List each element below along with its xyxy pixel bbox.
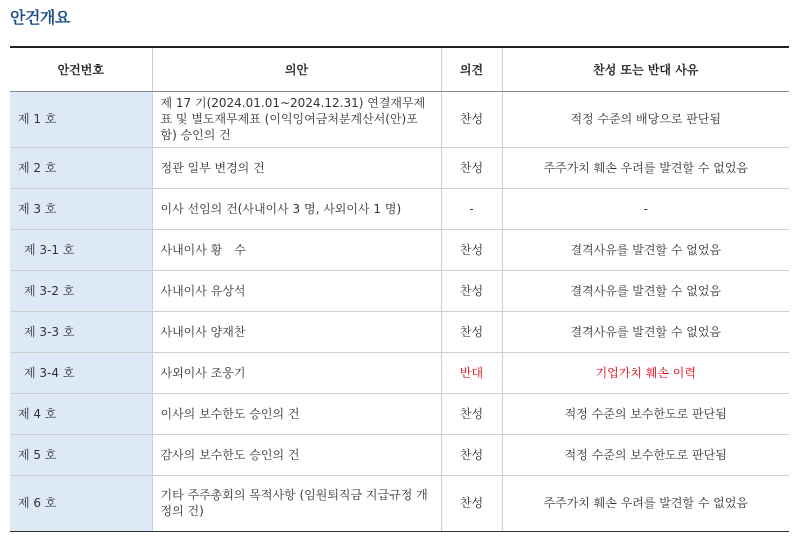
reason-against: 기업가치 훼손 이력	[502, 352, 789, 393]
reason: 결격사유를 발견할 수 없었음	[502, 229, 789, 270]
opinion: -	[441, 188, 502, 229]
agenda-number: 제 1 호	[10, 91, 152, 147]
opinion: 찬성	[441, 91, 502, 147]
agenda-number: 제 3-3 호	[10, 311, 152, 352]
table-row	[10, 188, 789, 229]
agenda-title: 이사 선임의 건(사내이사 3 명, 사외이사 1 명)	[152, 188, 441, 229]
opinion-against: 반대	[441, 352, 502, 393]
table-row	[10, 91, 789, 147]
opinion: 찬성	[441, 311, 502, 352]
reason: 적정 수준의 보수한도로 판단됨	[502, 393, 789, 434]
agenda-title: 사외이사 조웅기	[152, 352, 441, 393]
agenda-title: 사내이사 유상석	[152, 270, 441, 311]
reason: 적정 수준의 보수한도로 판단됨	[502, 434, 789, 475]
table-row	[10, 434, 789, 475]
agenda-number: 제 3-1 호	[10, 229, 152, 270]
header-reason: 찬성 또는 반대 사유	[502, 47, 789, 91]
agenda-table	[10, 46, 789, 532]
opinion: 찬성	[441, 434, 502, 475]
table-row	[10, 147, 789, 188]
agenda-number: 제 3 호	[10, 188, 152, 229]
opinion: 찬성	[441, 393, 502, 434]
table-row	[10, 393, 789, 434]
section-title: 안건개요	[10, 8, 70, 27]
agenda-number: 제 4 호	[10, 393, 152, 434]
table-row	[10, 475, 789, 531]
agenda-title: 정관 일부 변경의 건	[152, 147, 441, 188]
agenda-title: 제 17 기(2024.01.01~2024.12.31) 연결재무제표 및 별도재무제표 (이익잉여금처분계산서(안)포함) 승인의 건	[152, 91, 441, 147]
table-row	[10, 270, 789, 311]
reason: -	[502, 188, 789, 229]
opinion: 찬성	[441, 147, 502, 188]
agenda-number: 제 2 호	[10, 147, 152, 188]
opinion: 찬성	[441, 270, 502, 311]
agenda-title: 기타 주주총회의 목적사항 (임원퇴직금 지급규정 개정의 건)	[152, 475, 441, 531]
reason: 결격사유를 발견할 수 없었음	[502, 311, 789, 352]
agenda-number: 제 3-2 호	[10, 270, 152, 311]
table-header-row	[10, 47, 789, 91]
agenda-title: 이사의 보수한도 승인의 건	[152, 393, 441, 434]
header-opinion: 의견	[441, 47, 502, 91]
opinion: 찬성	[441, 475, 502, 531]
agenda-title: 사내이사 황 수	[152, 229, 441, 270]
table-row	[10, 229, 789, 270]
table-row	[10, 311, 789, 352]
agenda-number: 제 3-4 호	[10, 352, 152, 393]
header-agenda: 의안	[152, 47, 441, 91]
agenda-number: 제 6 호	[10, 475, 152, 531]
reason: 주주가치 훼손 우려를 발견할 수 없었음	[502, 475, 789, 531]
agenda-title: 사내이사 양재찬	[152, 311, 441, 352]
reason: 주주가치 훼손 우려를 발견할 수 없었음	[502, 147, 789, 188]
opinion: 찬성	[441, 229, 502, 270]
reason: 결격사유를 발견할 수 없었음	[502, 270, 789, 311]
table-row	[10, 352, 789, 393]
reason: 적정 수준의 배당으로 판단됨	[502, 91, 789, 147]
agenda-number: 제 5 호	[10, 434, 152, 475]
header-agenda-number: 안건번호	[10, 47, 152, 91]
agenda-title: 감사의 보수한도 승인의 건	[152, 434, 441, 475]
